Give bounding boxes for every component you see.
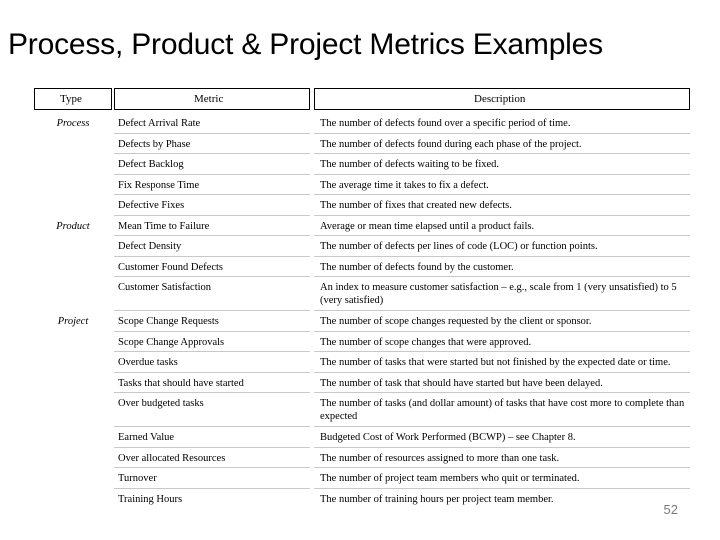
description-cell: The number of task that should have started but have been delayed. <box>320 377 603 389</box>
slide-title: Process, Product & Project Metrics Examples <box>8 28 603 61</box>
description-cell: The number of resources assigned to more than one task. <box>320 452 560 464</box>
metric-cell: Scope Change Requests <box>118 316 219 327</box>
page-number: 52 <box>663 502 678 517</box>
type-cell: Product <box>56 220 90 232</box>
metrics-table <box>34 88 690 509</box>
table-body <box>34 113 690 509</box>
description-cell: The number of scope changes requested by the client or sponsor. <box>320 316 592 327</box>
table-row <box>34 175 690 196</box>
table-row <box>34 257 690 278</box>
table-row <box>34 236 690 257</box>
table-row <box>34 311 690 332</box>
table-row <box>34 352 690 373</box>
description-cell: The average time it takes to fix a defect. <box>320 179 489 191</box>
table-header <box>34 88 690 113</box>
description-cell: An index to measure customer satisfaction – e.g., scale from 1 (very unsatisfied) to 5 (very satisfied) <box>320 282 677 306</box>
metric-cell: Defect Arrival Rate <box>118 118 201 129</box>
metric-cell: Defect Backlog <box>118 159 184 170</box>
description-cell: The number of defects per lines of code (LOC) or function points. <box>320 241 598 252</box>
description-cell: The number of defects found during each phase of the project. <box>320 138 582 150</box>
table-row <box>34 427 690 448</box>
table-row <box>34 468 690 489</box>
table-row <box>34 332 690 353</box>
type-cell: Project <box>57 316 89 327</box>
description-cell: The number of scope changes that were approved. <box>320 336 532 348</box>
metric-column-header: Metric <box>194 93 224 105</box>
description-cell: The number of project team members who quit or terminated. <box>320 473 580 484</box>
metric-cell: Earned Value <box>118 432 175 443</box>
metric-cell: Defective Fixes <box>118 200 185 211</box>
metric-cell: Defect Density <box>118 241 182 252</box>
description-cell: Budgeted Cost of Work Performed (BCWP) – see Chapter 8. <box>320 432 576 443</box>
metric-cell: Scope Change Approvals <box>118 336 225 348</box>
metric-cell: Over allocated Resources <box>118 452 226 464</box>
table-row <box>34 277 690 311</box>
metric-cell: Fix Response Time <box>118 179 200 191</box>
metric-cell: Customer Found Defects <box>118 261 223 273</box>
description-cell: The number of defects waiting to be fixed. <box>320 159 500 170</box>
metric-cell: Tasks that should have started <box>118 377 244 389</box>
type-cell: Process <box>56 118 90 129</box>
table-row <box>34 216 690 237</box>
description-cell: The number of training hours per project team member. <box>320 493 554 505</box>
table-row <box>34 448 690 469</box>
metric-cell: Turnover <box>118 473 157 484</box>
table-row <box>34 113 690 134</box>
metric-cell: Over budgeted tasks <box>118 398 204 409</box>
table-row <box>34 393 690 427</box>
table-row <box>34 195 690 216</box>
description-column-header: Description <box>474 93 526 105</box>
metric-cell: Overdue tasks <box>118 357 178 368</box>
description-cell: The number of tasks (and dollar amount) of tasks that have cost more to complete than expected <box>320 398 685 422</box>
metric-cell: Customer Satisfaction <box>118 282 212 293</box>
metric-cell: Mean Time to Failure <box>118 220 210 232</box>
metric-cell: Training Hours <box>118 493 183 505</box>
description-cell: The number of defects found over a specific period of time. <box>320 118 571 129</box>
table-row <box>34 134 690 155</box>
table-row <box>34 489 690 510</box>
table-row <box>34 373 690 394</box>
description-cell: The number of defects found by the customer. <box>320 261 514 273</box>
description-cell: The number of fixes that created new defects. <box>320 200 512 211</box>
description-cell: Average or mean time elapsed until a product fails. <box>320 220 535 232</box>
metric-cell: Defects by Phase <box>118 138 191 150</box>
type-column-header: Type <box>60 93 82 105</box>
description-cell: The number of tasks that were started but not finished by the expected date or time. <box>320 357 671 368</box>
table-row <box>34 154 690 175</box>
